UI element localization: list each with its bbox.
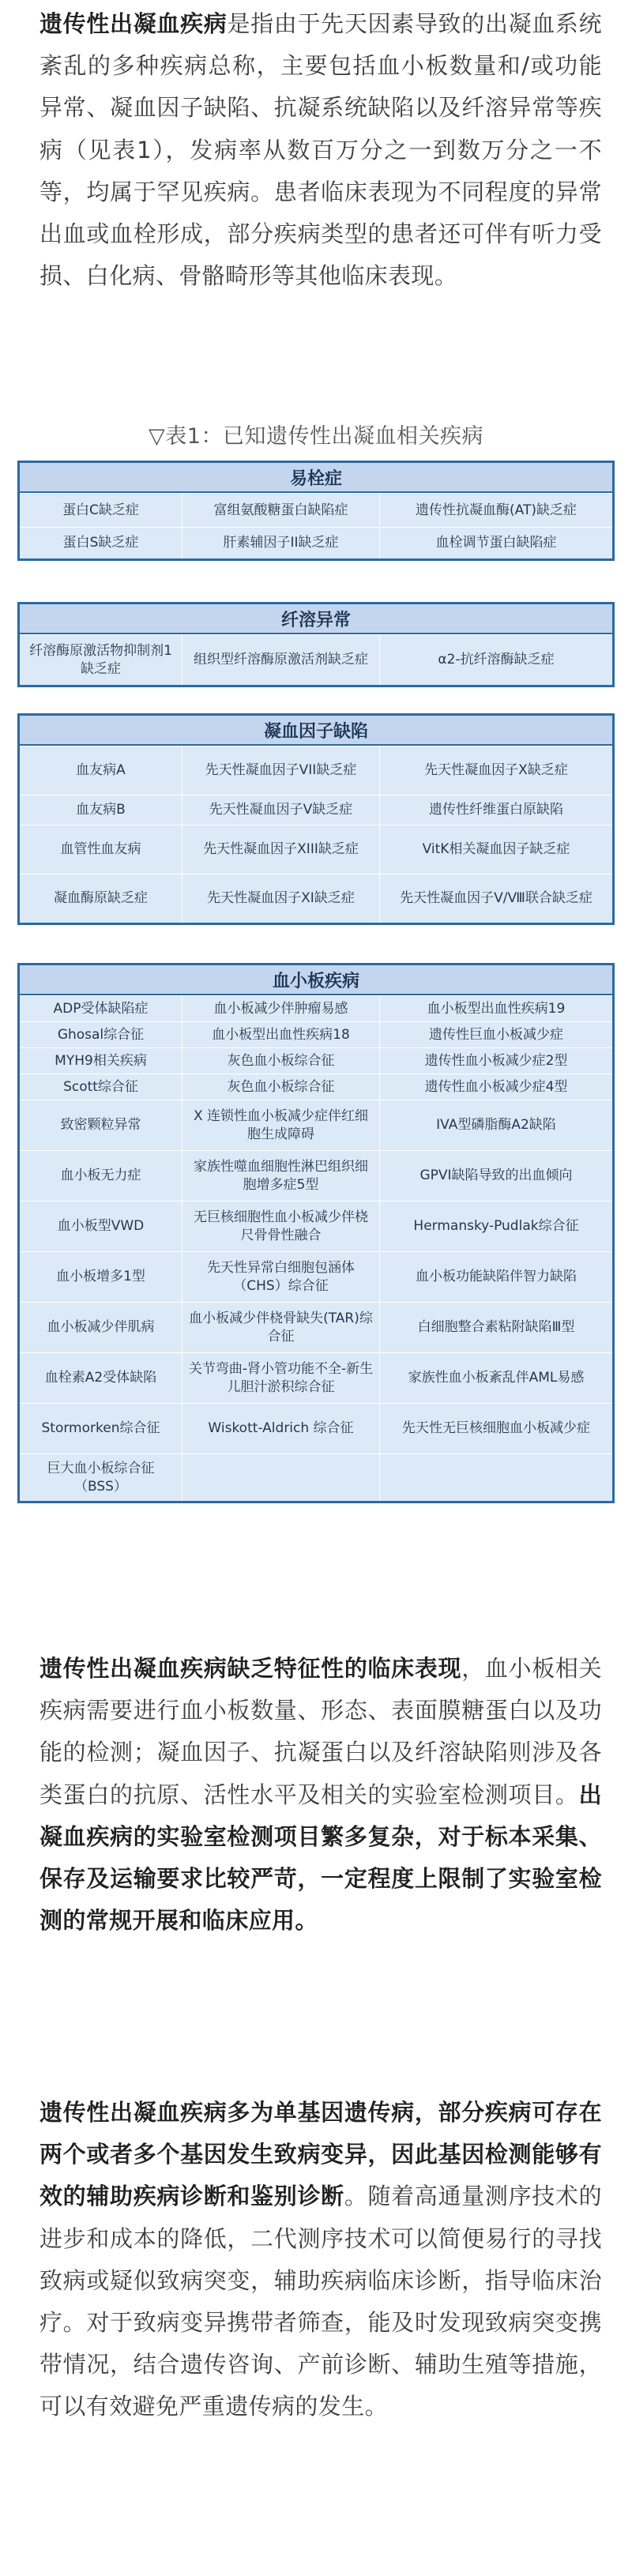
table-row: [20, 1201, 612, 1251]
table-cell: 血小板型VWD: [20, 1202, 182, 1251]
table-cell: 血小板功能缺陷伴智力缺陷: [379, 1252, 612, 1302]
table-cell: 血小板减少伴肿瘤易感: [182, 996, 379, 1021]
table-cell: 先天性异常白细胞包涵体（CHS）综合征: [182, 1252, 379, 1302]
table-cell: 先天性凝血因子VII缺乏症: [182, 746, 379, 795]
table-row: [20, 1453, 612, 1501]
table-platelet-title: 血小板疾病: [20, 965, 612, 995]
table-row: [20, 1403, 612, 1453]
table-cell: 家族性血小板紊乱伴AML易感: [379, 1353, 612, 1403]
table-row: [20, 746, 612, 795]
table-cell: 先天性凝血因子XIII缺乏症: [182, 825, 379, 874]
table-cell: 凝血酶原缺乏症: [20, 874, 182, 923]
table-cell: 遗传性纤维蛋白原缺陷: [379, 795, 612, 825]
table-cell: 蛋白S缺乏症: [20, 528, 182, 558]
table-row: [20, 527, 612, 558]
table-thrombophilia-title: 易栓症: [20, 463, 612, 493]
table-cell: 富组氨酸糖蛋白缺陷症: [182, 494, 379, 527]
table-cell: X 连锁性血小板减少症伴红细胞生成障碍: [182, 1100, 379, 1150]
table-cell: 遗传性抗凝血酶(AT)缺乏症: [379, 494, 612, 527]
lab-testing-bold-2: 出凝血疾病的实验室检测项目繁多复杂，对于标本采集、保存及运输要求比较严苛，一定程度上限制了实验室检测的常规开展和临床应用。: [40, 1781, 602, 1935]
table-row: [20, 1150, 612, 1201]
lab-testing-bold-1: 遗传性出凝血疾病缺乏特征性的临床表现: [40, 1655, 462, 1682]
table-cell: 血小板增多1型: [20, 1252, 182, 1302]
table-thrombophilia: [17, 461, 615, 561]
table-cell: Wiskott-Aldrich 综合征: [182, 1404, 379, 1453]
table-cell: GPVI缺陷导致的出血倾向: [379, 1151, 612, 1201]
table-cell: 白细胞整合素粘附缺陷Ⅲ型: [379, 1303, 612, 1352]
table-caption: ▽表1：已知遗传性出凝血相关疾病: [149, 424, 483, 449]
table-cell: 血小板减少伴肌病: [20, 1303, 182, 1352]
table-cell: VitK相关凝血因子缺乏症: [379, 825, 612, 874]
table-cell: 先天性凝血因子XI缺乏症: [182, 874, 379, 923]
table-cell: Stormorken综合征: [20, 1404, 182, 1453]
table-cell: 血栓素A2受体缺陷: [20, 1353, 182, 1403]
table-cell: α2-抗纤溶酶缺乏症: [379, 635, 612, 685]
table-cell: 先天性凝血因子X缺乏症: [379, 746, 612, 795]
table-coagulation: [17, 713, 615, 925]
genetic-testing-bold: 遗传性出凝血疾病多为单基因遗传病，部分疾病可存在两个或者多个基因发生致病变异，因此基因检测能够有效的辅助疾病诊断和鉴别诊断: [40, 2099, 602, 2210]
table-row: [20, 1021, 612, 1047]
lab-testing-paragraph: [40, 1648, 602, 1942]
table-cell: 血小板型出血性疾病18: [182, 1022, 379, 1047]
table-cell: MYH9相关疾病: [20, 1048, 182, 1074]
table-cell: 组织型纤溶酶原激活剂缺乏症: [182, 635, 379, 685]
table-cell: ADP受体缺陷症: [20, 996, 182, 1021]
lab-testing-text: ，血小板相关疾病需要进行血小板数量、形态、表面膜糖蛋白以及功能的检测；凝血因子、抗凝蛋白以及纤溶缺陷则涉及各类蛋白的抗原、活性水平及相关的实验室检测项目。: [40, 1655, 602, 1808]
table-cell: 灰色血小板综合征: [182, 1074, 379, 1100]
table-cell: 灰色血小板综合征: [182, 1048, 379, 1074]
table-row: [20, 1302, 612, 1352]
table-cell: 遗传性血小板减少症4型: [379, 1074, 612, 1100]
table-row: [20, 1047, 612, 1074]
table-cell: 先天性凝血因子V/Ⅷ联合缺乏症: [379, 874, 612, 923]
table-cell: 先天性无巨核细胞血小板减少症: [379, 1404, 612, 1453]
table-row: [20, 1352, 612, 1403]
table-cell: 血栓调节蛋白缺陷症: [379, 528, 612, 558]
intro-paragraph: [40, 3, 602, 297]
table-cell: Scott综合征: [20, 1074, 182, 1100]
table-row: [20, 1251, 612, 1302]
table-cell: 血小板减少伴桡骨缺失(TAR)综合征: [182, 1303, 379, 1352]
intro-lead-bold: 遗传性出凝血疾病: [40, 10, 228, 37]
table-row: [20, 493, 612, 527]
table-cell: 肝素辅因子II缺乏症: [182, 528, 379, 558]
intro-text: 是指由于先天因素导致的出凝血系统紊乱的多种疾病总称，主要包括血小板数量和/或功能异常、凝血因子缺陷、抗凝系统缺陷以及纤溶异常等疾病（见表1），发病率从数百万分之一到数万分之一不等，均属于罕见疾病。患者临床表现为不同程度的异常出血或血栓形成，部分疾病类型的患者还可伴有听力受损、白化病、骨骼畸形等其他临床表现。: [40, 10, 603, 290]
table-cell: 纤溶酶原激活物抑制剂1缺乏症: [20, 635, 182, 685]
table-cell: 血友病B: [20, 795, 182, 825]
table-cell: 家族性噬血细胞性淋巴组织细胞增多症5型: [182, 1151, 379, 1201]
genetic-testing-paragraph: [40, 2092, 602, 2428]
table-platelet: [17, 963, 615, 1503]
genetic-testing-text: 。随着高通量测序技术的进步和成本的降低，二代测序技术可以简便易行的寻找致病或疑似致病突变，辅助疾病临床诊断，指导临床治疗。对于致病变异携带者筛查，能及时发现致病突变携带情况，结合遗传咨询、产前诊断、辅助生殖等措施，可以有效避免严重遗传病的发生。: [40, 2183, 603, 2420]
table-cell: 血管性血友病: [20, 825, 182, 874]
table-cell: 血小板型出血性疾病19: [379, 996, 612, 1021]
table-cell-empty: [182, 1454, 379, 1501]
table-cell: Ghosal综合征: [20, 1022, 182, 1047]
table-row: [20, 874, 612, 923]
table-row: [20, 795, 612, 825]
table-cell: Hermansky-Pudlak综合征: [379, 1202, 612, 1251]
table-cell: 关节弯曲-肾小管功能不全-新生儿胆汁淤积综合征: [182, 1353, 379, 1403]
table-fibrinolysis: [17, 602, 615, 687]
table-row: [20, 995, 612, 1021]
table-cell: 先天性凝血因子V缺乏症: [182, 795, 379, 825]
table-cell-empty: [379, 1454, 612, 1501]
table-cell: 遗传性巨血小板减少症: [379, 1022, 612, 1047]
table-coagulation-title: 凝血因子缺陷: [20, 716, 612, 746]
table-cell: IVA型磷脂酶A2缺陷: [379, 1100, 612, 1150]
table-cell: 蛋白C缺乏症: [20, 494, 182, 527]
table-row: [20, 634, 612, 685]
table-cell: 巨大血小板综合征（BSS）: [20, 1454, 182, 1501]
table-cell: 遗传性血小板减少症2型: [379, 1048, 612, 1074]
table-fibrinolysis-title: 纤溶异常: [20, 604, 612, 634]
table-cell: 血小板无力症: [20, 1151, 182, 1201]
table-cell: 致密颗粒异常: [20, 1100, 182, 1150]
table-row: [20, 825, 612, 874]
table-cell: 血友病A: [20, 746, 182, 795]
table-row: [20, 1074, 612, 1100]
table-cell: 无巨核细胞性血小板减少伴桡尺骨骨性融合: [182, 1202, 379, 1251]
table-row: [20, 1100, 612, 1150]
